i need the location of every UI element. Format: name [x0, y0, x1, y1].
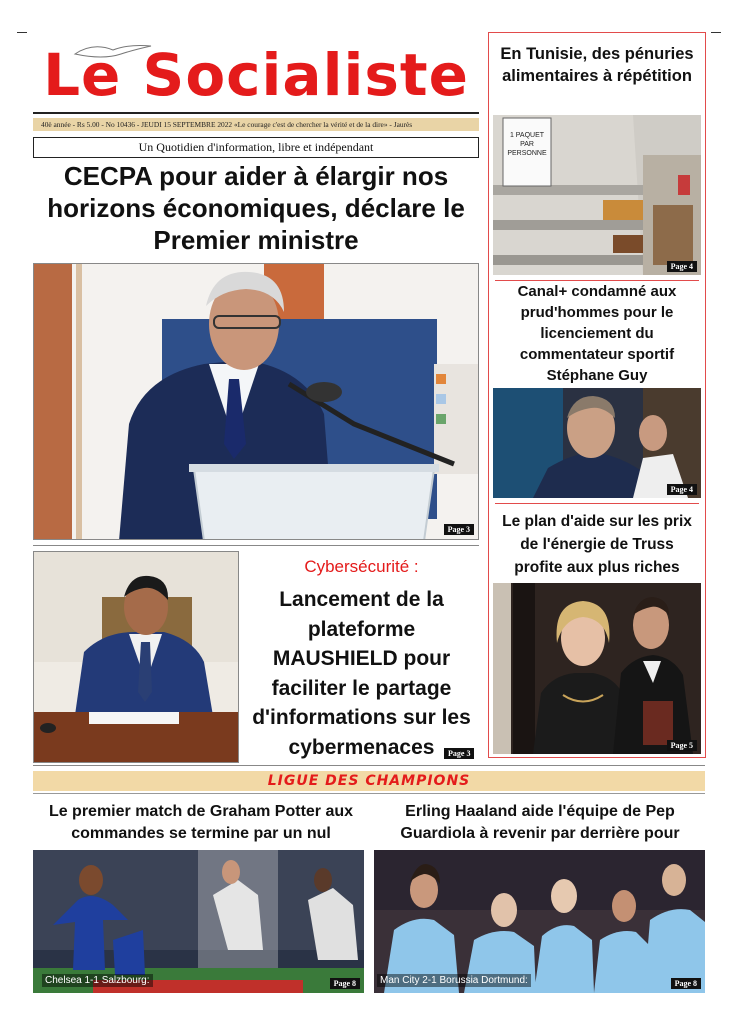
cyber-photo[interactable]	[33, 551, 239, 763]
chelsea-headline: Le premier match de Graham Potter aux commandes se termine par un nul	[48, 803, 354, 842]
sidebar-headline-tunisia: En Tunisie, des pénuries alimentaires à répétition	[500, 45, 694, 85]
canal-photo[interactable]	[493, 388, 701, 498]
prime-minister-speech-image	[34, 264, 479, 540]
truss-photo[interactable]	[493, 583, 701, 754]
liz-truss-image	[493, 583, 701, 754]
newspaper-title: Le Socialiste	[43, 41, 469, 109]
man-city-dortmund-match-image	[374, 850, 705, 993]
shelf-sign-text: 1 PAQUET PAR PERSONNE	[507, 132, 547, 157]
main-headline: CECPA pour aider à élargir nos horizons économiques, déclare le Premier ministre	[47, 161, 465, 255]
masthead	[33, 38, 479, 114]
issue-info-bar: 40è année - Rs 5.00 - No 10436 - JEUDI 15 SEPTEMBRE 2022 «Le courage c'est de chercher la vérité et de la dire» - Jaurès	[33, 118, 479, 131]
sidebar-headline-canal: Canal+ condamné aux prud'hommes pour le licenciement du commentateur sportif Stéphane Guy	[517, 283, 677, 384]
divider	[33, 545, 479, 546]
tunisia-photo[interactable]	[493, 115, 701, 275]
cyber-headline: Lancement de la plateforme MAUSHIELD pour faciliter le partage d'informations sur les cybermenaces	[252, 588, 471, 759]
divider	[33, 112, 479, 114]
page-reference-label[interactable]: Page 3	[444, 524, 474, 535]
divider	[495, 503, 699, 504]
divider	[33, 765, 705, 766]
page-reference-label[interactable]: Page 8	[671, 978, 701, 989]
minister-at-desk-image	[34, 552, 239, 763]
crop-mark	[711, 32, 721, 33]
page-reference-label[interactable]: Page 8	[330, 978, 360, 989]
page-reference-label[interactable]: Page 4	[667, 484, 697, 495]
crop-mark	[17, 32, 27, 33]
cyber-kicker: Cybersécurité :	[304, 557, 419, 576]
match-caption: Chelsea 1-1 Salzbourg:	[42, 974, 153, 987]
chelsea-photo[interactable]	[33, 850, 364, 993]
match-caption: Man City 2-1 Borussia Dortmund:	[377, 974, 531, 987]
page-reference-label[interactable]: Page 4	[667, 261, 697, 272]
page-reference-label[interactable]: Page 5	[667, 740, 697, 751]
stephane-guy-image	[493, 388, 701, 498]
tagline: Un Quotidien d'information, libre et indépendant	[33, 137, 479, 158]
man-city-headline: Erling Haaland aide l'équipe de Pep Guardiola à revenir par derrière pour	[400, 803, 680, 842]
page-reference-label[interactable]: Page 3	[444, 748, 474, 759]
sidebar	[488, 32, 706, 758]
main-photo[interactable]	[33, 263, 479, 540]
ligue-des-champions-banner: LIGUE DES CHAMPIONS	[33, 771, 705, 791]
man-city-photo[interactable]	[374, 850, 705, 993]
divider	[33, 793, 705, 794]
sidebar-headline-truss: Le plan d'aide sur les prix de l'énergie de Truss profite aux plus riches	[502, 513, 692, 576]
chelsea-salzbourg-match-image	[33, 850, 364, 993]
